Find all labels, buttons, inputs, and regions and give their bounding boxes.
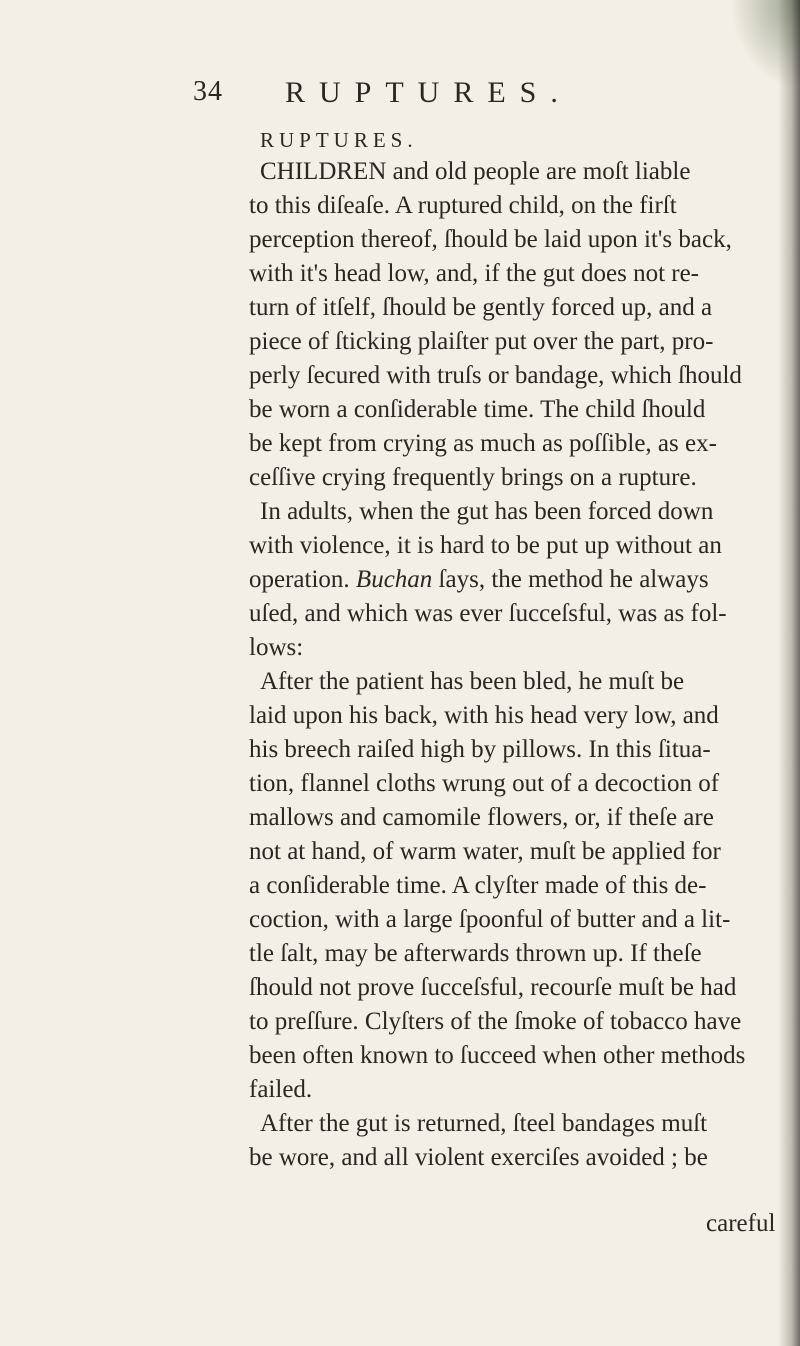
text-line: piece of ſticking plaiſter put over the part, pro-	[249, 328, 714, 355]
text-line: to preſſure. Clyſters of the ſmoke of tobacco have	[249, 1008, 742, 1035]
text-line: coction, with a large ſpoonful of butter and a lit-	[249, 906, 731, 933]
text-line: CHILDREN and old people are moſt liable	[260, 158, 691, 185]
text-line: laid upon his back, with his head very low, and	[249, 702, 719, 729]
text-line: with it's head low, and, if the gut does not re-	[249, 260, 700, 287]
text-line: be wore, and all violent exerciſes avoided ; be	[249, 1144, 708, 1171]
text-line: operation. Buchan ſays, the method he always	[249, 566, 709, 593]
text-line: failed.	[249, 1076, 313, 1103]
text-line: been often known to ſucceed when other methods	[249, 1042, 746, 1069]
text-line: not at hand, of warm water, muſt be applied for	[249, 838, 721, 865]
text-line: ſhould not prove ſucceſsful, recourſe muſt be had	[249, 974, 737, 1001]
section-title: RUPTURES.	[260, 128, 418, 152]
running-head: RUPTURES.	[285, 76, 572, 109]
text-line: his breech raiſed high by pillows. In this ſitua-	[249, 736, 711, 763]
text-line: be worn a conſiderable time. The child ſhould	[249, 396, 706, 423]
binding-shadow	[778, 0, 800, 1346]
text-line: perception thereof, ſhould be laid upon it's back,	[249, 226, 732, 253]
text-line: to this diſeaſe. A ruptured child, on the firſt	[249, 192, 677, 219]
text-line: tle ſalt, may be afterwards thrown up. If theſe	[249, 940, 702, 967]
text-line: ceſſive crying frequently brings on a rupture.	[249, 464, 697, 491]
text-line: After the patient has been bled, he muſt be	[260, 668, 685, 695]
text-line: a conſiderable time. A clyſter made of this de-	[249, 872, 707, 899]
text-line: After the gut is returned, ſteel bandages muſt	[260, 1110, 708, 1137]
page-number: 34	[193, 76, 223, 107]
text-line: lows:	[249, 634, 304, 661]
text-line: tion, flannel cloths wrung out of a decoction of	[249, 770, 720, 797]
text-line: In adults, when the gut has been forced down	[260, 498, 714, 525]
text-line: mallows and camomile flowers, or, if theſe are	[249, 804, 714, 831]
text-line: with violence, it is hard to be put up without an	[249, 532, 722, 559]
catchword: careful	[706, 1210, 776, 1237]
text-line: perly ſecured with truſs or bandage, which ſhould	[249, 362, 742, 389]
text-line: uſed, and which was ever ſucceſsful, was as fol-	[249, 600, 727, 627]
text-line: be kept from crying as much as poſſible, as ex-	[249, 430, 717, 457]
author-name: Buchan	[355, 566, 433, 593]
text-line: turn of itſelf, ſhould be gently forced up, and a	[249, 294, 713, 321]
page-header	[193, 76, 663, 116]
